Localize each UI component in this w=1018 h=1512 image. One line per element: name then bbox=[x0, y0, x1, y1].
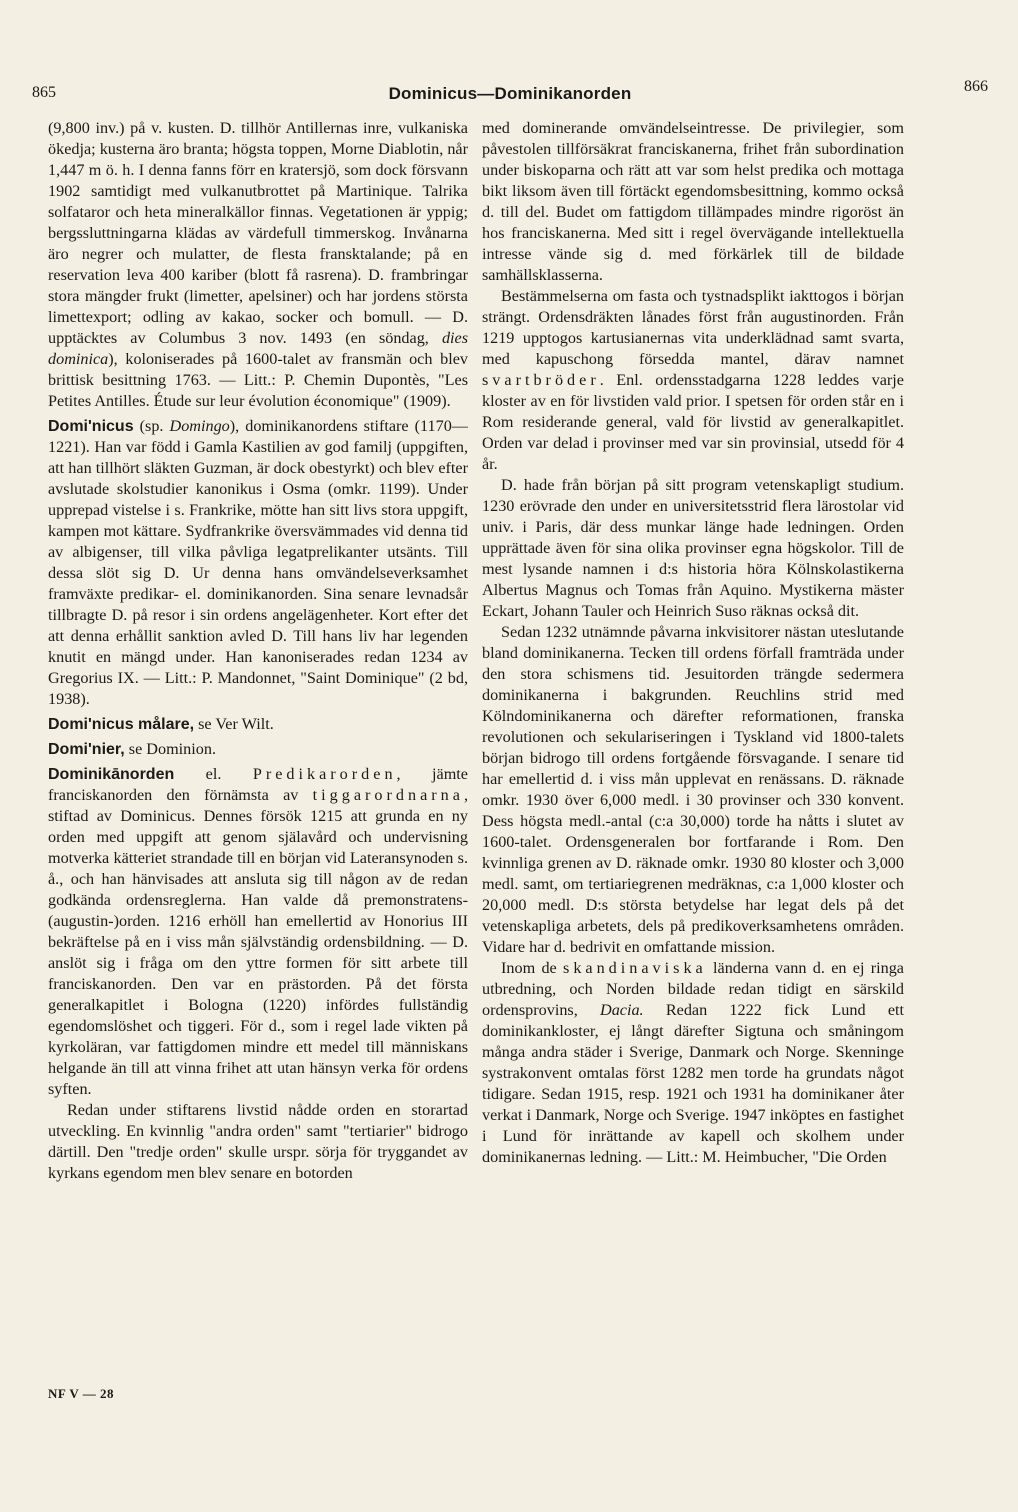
headword-dominikanorden: Dominikānorden bbox=[48, 766, 175, 783]
spaced-term: skandinaviska bbox=[563, 959, 707, 977]
paragraph-privileges: med dominerande omvändelseintresse. De privilegier, som påvestolen tillförsäkrat franciskanerna, frihet från subordination under biskoparna och rätt att var som helst predika och mottaga bikt liksom även till förtäckt egendomsbesittning, kommo också d. till del. Budet om fattigdom tillämpades mindre rigoröst än hos franciskanerna. Med sitt i regel övervägande intellektuella intresse vände sig d. med förkärlek till de bildade samhällsklasserna. bbox=[482, 119, 904, 284]
spaced-term: svartbröder bbox=[482, 371, 600, 389]
headword-dominier: Domi'nier, bbox=[48, 741, 125, 758]
printer-signature: NF V — 28 bbox=[48, 1386, 115, 1401]
spaced-term: tiggarordnarna bbox=[312, 786, 464, 804]
page-number-left: 865 bbox=[32, 84, 56, 101]
entry-dominier: Domi'nier, se Dominion. bbox=[48, 740, 216, 758]
right-column bbox=[482, 118, 904, 1168]
headword-dominicus: Domi'nicus bbox=[48, 418, 134, 435]
paragraph-development: Redan under stiftarens livstid nådde orden en storartad utveckling. En kvinnlig "andra orden" samt "tertiarier" bidrogo därtill. Den "tredje orden" skulle urspr. sörja för tryggandet av kyrkans egendom men blev senare en botorden bbox=[48, 1101, 468, 1182]
entry-dominicus-malare: Domi'nicus målare, se Ver Wilt. bbox=[48, 715, 274, 733]
paragraph-rules: Bestämmelserna om fasta och tystnadsplikt iakttogos i början strängt. Ordensdräkten lånades först från augustinorden. Från 1219 upptogos kartusianernas vita underklädnad samt svarta, med kapuschong försedda mantel, därav namnet svartbröder. Enl. ordensstadgarna 1228 leddes varje kloster av en för livstiden vald prior. I spetsen för orden står en i Rom residerande general, vald för livstid av generalkapitlet. Orden var delad i provinser med var sin provinsial, utsedd för 4 år. bbox=[482, 287, 904, 473]
page-header bbox=[32, 78, 988, 114]
paragraph-inquisition: Sedan 1232 utnämnde påvarna inkvisitorer nästan uteslutande bland dominikanerna. Tecken till ordens förfall framträda under den stora schismens tid. Jesuitorden trängde sedermera dominikanerna i bakgrunden. Reuchlins strid med Kölndominikanerna och därefter reformationen, franska revolutionen och sekulariseringen i Tyskland vid 1800-talets början bidrogo till ordens fortgående försvagande. I senare tid har emellertid d. i viss mån upplevat en renässans. D. räknade omkr. 1930 över 6,000 medl. i 30 provinser och 330 konvent. Dess högsta medl.-antal (c:a 30,000) torde ha nåtts i slutet av 1600-talet. Ordensgeneralen bor fortfarande i Rom. Den kvinnliga grenen av D. räknade omkr. 1930 80 kloster och 3,000 medl. samt, om tertiariegrenen medräknas, c:a 1,000 kloster och 20,000 medl. D:s största betydelse har legat dels på det vetenskapliga arbetets, dels på predikoverksamhetens områden. Vidare har d. bedrivit en omfattande mission. bbox=[482, 623, 904, 956]
paragraph-scandinavia: Inom de skandinaviska länderna vann d. en ej ringa utbredning, och Norden bildade redan tidigt en särskild ordensprovins, Dacia. Redan 1222 fick Lund ett dominikankloster, ej långt därefter Sigtuna och småningom många andra städer i Sverige, Danmark och Norge. Skenninge systrakonvent omtalas först 1282 men torde ha grundats något tidigare. Sedan 1915, resp. 1921 och 1931 ha dominikaner åter verkat i Danmark, Norge och Sverige. 1947 inköptes en fastighet i Lund för inrättande av kapell och skolhem under dominikanernas ledning. — Litt.: M. Heimbucher, "Die Orden bbox=[482, 959, 904, 1166]
running-title: Dominicus—Dominikanorden bbox=[388, 84, 632, 103]
paragraph-scholarship: D. hade från början på sitt program vetenskapligt studium. 1230 erövrade den under en universitetsstrid flera lärostolar vid univ. i Paris, där dess munkar länge hade ledningen. Orden upprättade även för sina olika provinser egna högskolor. Till de mest lysande namnen i d:s historia höra Kölnskolastikerna Albertus Magnus och Tomas från Aquino. Mystikerna mäster Eckart, Johann Tauler och Heinrich Suso räknas också dit. bbox=[482, 476, 904, 620]
left-column bbox=[48, 118, 468, 1184]
paragraph-dominica-continued: (9,800 inv.) på v. kusten. D. tillhör Antillernas inre, vulkaniska ökedja; kusterna äro branta; högsta toppen, Morne Diablotin, når 1,447 m ö. h. I denna fanns förr en kratersjö, som dock försvann 1902 samtidigt med vulkanutbrottet på Martinique. Talrika solfataror och heta mineralkällor finnas. Vegetationen är yppig; bergssluttningarna klädas av värdefull timmerskog. Invånarna äro negrer och mulatter, de flesta fransktalande; på en reservation leva 400 kariber (blott få rasrena). D. frambringar stora mängder frukt (limetter, apelsiner) och har jordens största limettexport; odling av kakao, socker och bomull. — D. upptäcktes av Columbus 3 nov. 1493 (en söndag, dies dominica), koloniserades på 1600-talet av fransmän och blev brittisk besittning 1763. — Litt.: P. Chemin Dupontès, "Les Petites Antilles. Étude sur leur évolution économique" (1909). bbox=[48, 119, 469, 410]
entry-dominikanorden: Dominikānorden el. Predikarorden, jämte franciskanorden den förnämsta av tiggarordnarna, stiftad av Dominicus. Dennes försök 1215 att grunda en ny orden med uppgift att genom själavård och undervisning motverka kätteriet strandade till en början vid Lateransynoden s. å., och han hänvisades att ansluta sig till någon av de redan godkända ordensreglerna. Han valde då premonstratens- (augustin-)orden. 1216 erhöll han emellertid av Honorius III bekräftelse på en i viss mån självständig ordensbildning. — D. anslöt sig i fråga om den yttre formen för sitt arbete till franciskanorden. Den var en prästorden. På det första generalkapitlet i Bologna (1220) infördes fullständig egendomslöshet och tiggeri. För d., som i regel lade vikten på kyrkoläran, var fattigdomen mindre ett medel till människans helgande än till att vinna frihet att utan hänsyn verka för ordens syften. bbox=[48, 765, 468, 1098]
page-number-right: 866 bbox=[964, 78, 988, 95]
spaced-term: Predikarorden bbox=[252, 765, 397, 783]
entry-dominicus: Domi'nicus (sp. Domingo), dominikanordens stiftare (1170—1221). Han var född i Gamla Kastilien av god familj (uppgiften, att han tillhört släkten Guzman, är dock obestyrkt) och blev efter avslutade skolstudier kanonikus i Osma (omkr. 1199). Under upprepad vistelse i s. Frankrike, mötte han sitt livs stora uppgift, kampen mot kättare. Sydfrankrike översvämmades vid denna tid av albigenser, till vilka påvliga legatprelikanter utsänts. Till dessa slöt sig D. Ur denna hans omvändelseverksamhet framväxte predikar- el. dominikanorden. Sina senare levnadsår tillbragte D. på resor i sin ordens angelägenheter. Kort efter det att denna erhållit sanktion avled D. Till hans liv har legenden knutit en mängd under. Han kanoniserades redan 1234 av Gregorius IX. — Litt.: P. Mandonnet, "Saint Dominique" (2 bd, 1938). bbox=[48, 417, 468, 708]
headword-dominicus-malare: Domi'nicus målare, bbox=[48, 716, 195, 733]
italic-term: dies dominica bbox=[48, 329, 469, 368]
